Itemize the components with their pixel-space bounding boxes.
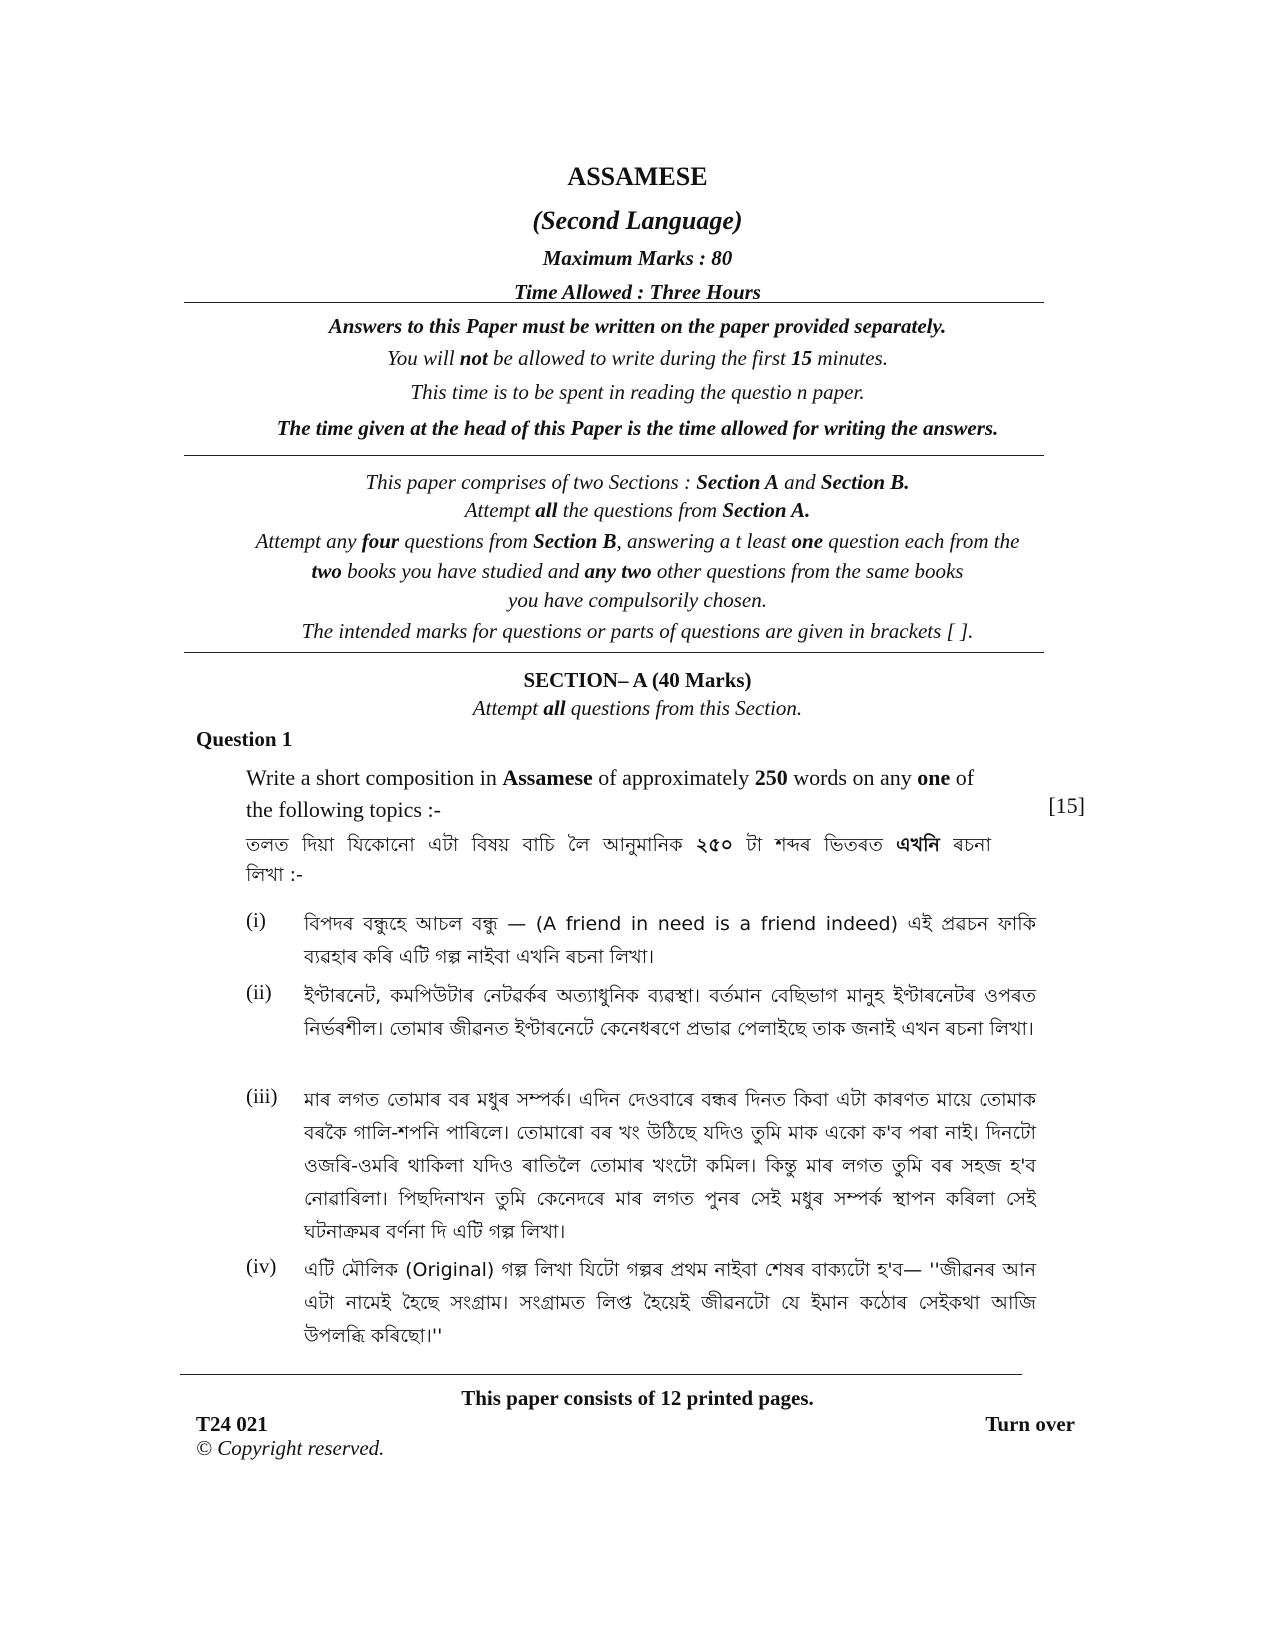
topic-text: মাৰ লগত তোমাৰ বৰ মধুৰ সম্পৰ্ক। এদিন দেওবাৰে বন্ধৰ দিনত কিবা এটা কাৰণত মায়ে তোমাক বৰকৈ গালি-শপনি পাৰিলে। তোমাৰো বৰ খং উঠিছে যদিও তুমি মাক একো ক'ব পৰা নাই। দিনটো ওজৰি-ওমৰি থাকিলা যদিও ৰাতিলৈ তোমাৰ খংটো কমিল। কিন্তু মাৰ লগত তুমি বৰ সহজ হ'ব নোৱাৰিলা। পিছদিনাখন তুমি কেনেদৰে মাৰ লগত পুনৰ সেই মধুৰ সম্পৰ্ক স্থাপন কৰিলা সেই ঘটনাক্ৰমৰ বৰ্ণনা দি এটি গল্প লিখা। <box>304 1089 1036 1243</box>
topic-number: (i) <box>246 908 266 932</box>
instruction-line-2: Attempt all the questions from Section A. <box>464 498 811 522</box>
instruction-line-1: This paper comprises of two Sections : Section A and Section B. <box>365 470 910 494</box>
divider-bottom <box>184 652 1044 653</box>
question-1-marks: [15] <box>1048 793 1085 818</box>
instruction-line-5: you have compulsorily chosen. <box>508 588 767 612</box>
divider-top <box>184 302 1044 303</box>
notice-line-3: This time is to be spent in reading the questio n paper. <box>410 380 865 404</box>
footer-divider <box>180 1374 1022 1375</box>
topic-text: এটি মৌলিক (Original) গল্প লিখা যিটো গল্পৰ প্ৰথম নাইবা শেষৰ বাক্যটো হ'ব— ''জীৱনৰ আন এটা নামেই হৈছে সংগ্ৰাম। সংগ্ৰামত লিপ্ত হৈয়েই জীৱনটো যে ইমান কঠোৰ সেইকথা আজি উপলব্ধি কৰিছো।'' <box>304 1259 1036 1347</box>
topic-number: (ii) <box>246 980 272 1004</box>
section-a-subheading: Attempt all questions from this Section. <box>472 696 803 720</box>
question-1-english-prompt: Write a short composition in Assamese of approximately 250 words on any one of the following topics :- <box>246 765 975 822</box>
copyright: © Copyright reserved. <box>196 1436 385 1460</box>
time-allowed: Time Allowed : Three Hours <box>514 280 761 304</box>
notice-line-2: You will not be allowed to write during the first 15 minutes. <box>387 346 888 370</box>
subject-title: ASSAMESE <box>567 162 708 191</box>
question-1-assamese-prompt: তলত দিয়া যিকোনো এটা বিষয় বাচি লৈ আনুমানিক ২৫০ টা শব্দৰ ভিতৰত এখনি ৰচনা লিখা :- <box>246 834 992 886</box>
turn-over: Turn over <box>985 1412 1075 1436</box>
notice-line-1: Answers to this Paper must be written on the paper provided separately. <box>328 314 947 338</box>
topic-text: বিপদৰ বন্ধুহে আচল বন্ধু — (A friend in need is a friend indeed) এই প্ৰৱচন ফাকি ব্যৱহাৰ কৰি এটি গল্প নাইবা এখনি ৰচনা লিখা। <box>304 913 1036 968</box>
topic-number: (iii) <box>246 1084 278 1108</box>
topic-text: ইণ্টাৰনেট, কমপিউটাৰ নেটৱৰ্কৰ অত্যাধুনিক ব্যৱস্থা। বৰ্তমান বেছিভাগ মানুহ ইণ্টাৰনেটৰ ওপৰত নিৰ্ভৰশীল। তোমাৰ জীৱনত ইণ্টাৰনেটে কেনেধৰণে প্ৰভাৱ পেলাইছে তাক জনাই এখন ৰচনা লিখা। <box>304 985 1036 1040</box>
notice-line-4: The time given at the head of this Paper is the time allowed for writing the answers. <box>276 416 999 440</box>
question-1-title: Question 1 <box>196 727 293 751</box>
section-a-heading: SECTION– A (40 Marks) <box>523 668 752 692</box>
instruction-line-3: Attempt any four questions from Section B, answering a t least one question each from the <box>255 529 1020 553</box>
paper-code: T24 021 <box>196 1412 268 1436</box>
instruction-line-6: The intended marks for questions or parts of questions are given in brackets [ ]. <box>301 619 974 643</box>
page-count-note: This paper consists of 12 printed pages. <box>461 1386 814 1410</box>
topic-number: (iv) <box>246 1254 277 1278</box>
instruction-line-4: two books you have studied and any two other questions from the same books <box>311 559 964 583</box>
divider-middle <box>184 455 1044 456</box>
subtitle: (Second Language) <box>532 206 743 235</box>
max-marks: Maximum Marks : 80 <box>542 246 733 270</box>
